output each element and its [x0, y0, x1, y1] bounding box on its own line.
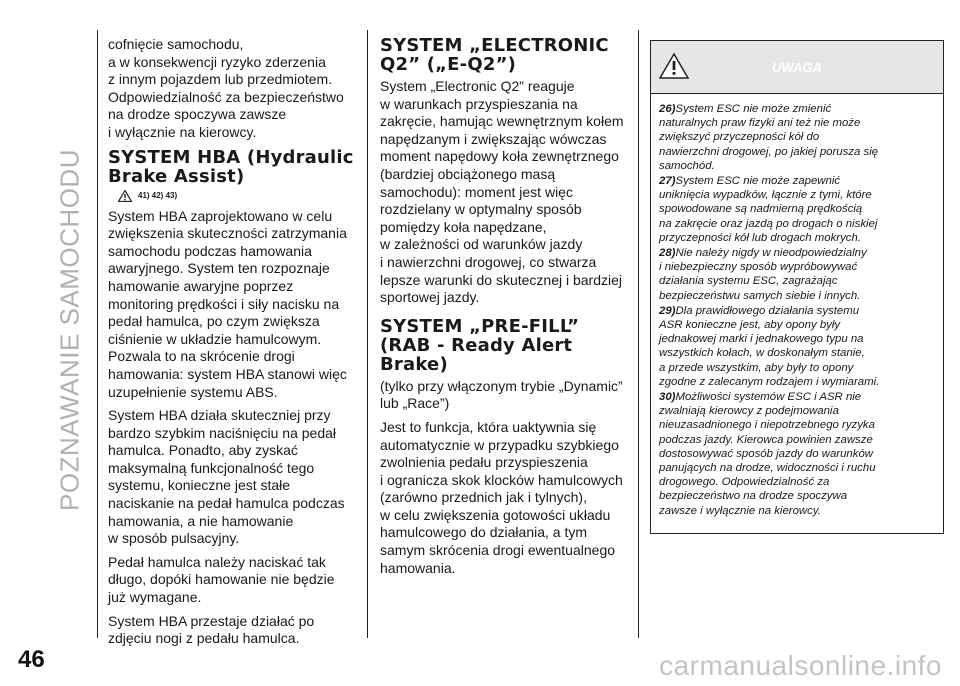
eq2-paragraph: System „Electronic Q2” reaguje w warunkach przyspieszania na zakręcie, hamując wewnętrznym kołem napędzanym i zwiększając wówczas moment napędowy koła zewnętrznego (bardziej obciążonego masą samochodu): moment jest więc rozdzielany w optymalny sposób pomiędzy koła napędzane, w zależności od warunków jazdy i nawierzchni drogowej, co stwarza lepsze warunki do skutecznej i bardziej sportowej jazdy.	[380, 78, 624, 306]
column-2	[380, 36, 636, 583]
column-divider	[638, 30, 639, 638]
warning-triangle-icon	[118, 190, 132, 202]
section-side-title-text: POZNAWANIE SAMOCHODU	[54, 149, 85, 511]
intro-paragraph: cofnięcie samochodu, a w konsekwencji ryzyko zderzenia z innym pojazdem lub przedmiotem. Odpowiedzialność za bezpieczeństwo na drodze spoczywa zawsze i wyłącznie na kierowcy.	[108, 36, 344, 140]
warning-body	[651, 94, 943, 518]
hba-paragraph-4: System HBA przestaje działać po zdjęciu nogi z pedału hamulca.	[108, 612, 315, 647]
warning-title: UWAGA	[772, 60, 822, 75]
column-divider	[97, 30, 98, 638]
prefill-condition: (tylko przy włączonym trybie „Dynamic” lub „Race”)	[380, 377, 623, 412]
watermark: carmanualsonline.info	[659, 650, 942, 681]
eq2-heading: SYSTEM „ELECTRONIC Q2” („E-Q2”)	[380, 35, 609, 75]
column-1	[108, 36, 363, 654]
warning-header	[651, 41, 943, 94]
column-divider	[367, 30, 368, 638]
prefill-paragraph: Jest to funkcja, która uaktywnia się automatycznie w przypadku szybkiego zwolnienia pedału przyspieszenia i ogranicza skok klocków hamulcowych (zarówno przednich jak i tylnych), w celu zwiększenia gotowości układu hamulcowego do działania, a tym samym skrócenia drogi ewentualnego hamowania.	[380, 418, 623, 576]
prefill-heading: SYSTEM „PRE-FILL” (RAB - Ready Alert Brake)	[380, 315, 580, 375]
warning-item: 29)Dla prawidłowego działania systemu ASR konieczne jest, aby opony były jednakowej marki i jednakowego typu na wszystkich kołach, w doskonałym stanie, a przede wszystkim, aby były to opony zgodne z zalecanym rodzajem i wymiarami.	[659, 304, 880, 388]
warning-item: 28)Nie należy nigdy w nieodpowiedzialny i niebezpieczny sposób wypróbowywać działania systemu ESC, zagrażając bezpieczeństwu samych siebie i innych.	[659, 247, 867, 302]
warning-references	[118, 190, 363, 202]
warning-item: 27)System ESC nie może zapewnić uniknięcia wypadków, łącznie z tymi, które spowodowane są nadmierną prędkością na zakręcie oraz jazdą po drogach o niskiej przyczepności kół lub drogach mokrych.	[659, 175, 878, 244]
reference-numbers: 41) 42) 43)	[138, 191, 178, 201]
warning-item: 30)Możliwości systemów ESC i ASR nie zwalniają kierowcy z podejmowania nieuzasadnionego i niepotrzebnego ryzyka podczas jazdy. Kierowca powinien zawsze dostosowywać sposób jazdy do warunków panujących na drodze, widoczności i ruchu drogowego. Odpowiedzialność za bezpieczeństwo na drodze spoczywa zawsze i wyłącznie na kierowcy.	[659, 391, 876, 517]
warning-box	[650, 40, 944, 534]
hba-paragraph-2: System HBA działa skuteczniej przy bardzo szybkim naciśnięciu na pedał hamulca. Ponadto, aby zyskać maksymalną funkcjonalność tego systemu, konieczne jest stałe naciskanie na pedał hamulca podczas hamowania, a nie hamowanie w sposób pulsacyjny.	[108, 407, 345, 547]
hba-paragraph-3: Pedał hamulca należy naciskać tak długo, dopóki hamowanie nie będzie już wymagane.	[108, 553, 335, 606]
hba-heading: SYSTEM HBA (Hydraulic Brake Assist)	[108, 146, 354, 187]
section-side-title	[50, 20, 90, 640]
hba-paragraph-1: System HBA zaprojektowano w celu zwiększenia skuteczności zatrzymania samochodu podczas hamowania awaryjnego. System ten rozpoznaje hamowanie awaryjne poprzez monitoring prędkości i siły nacisku na pedał hamulca, po czym zwiększa ciśnienie w układzie hamulcowym. Pozwala to na skrócenie drogi hamowania: system HBA stanowi więc uzupełnienie systemu ABS.	[108, 207, 347, 400]
warning-item: 26)System ESC nie może zmienić naturalnych praw fizyki ani też nie może zwiększyć przyczepności kół do nawierzchni drogowej, po jakiej porusza się samochód.	[659, 103, 879, 172]
page-number: 46	[18, 646, 45, 673]
